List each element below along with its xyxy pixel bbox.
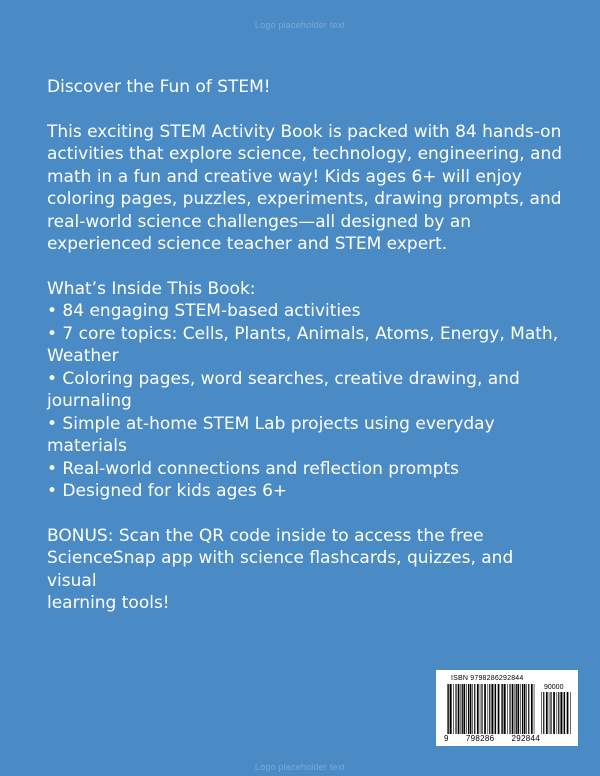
bonus-line-2: ScienceSnap app with science flashcards, quizzes, and visual [47,548,514,591]
barcode-stripe [502,684,503,734]
barcode-stripe [560,692,562,734]
barcode-stripe [546,692,548,734]
barcode-stripe [447,684,448,734]
intro-line-5: real-world science challenges—all designed by an [47,211,472,232]
barcode-stripe [480,684,481,734]
barcode-stripe [453,684,454,734]
inside-line-3: Weather [47,346,119,366]
barcode-stripe [474,684,475,734]
watermark-top: Logo placeholder text [254,20,346,30]
barcode-addon-number: 90000 [544,684,564,691]
barcode-stripe [564,692,565,734]
barcode-stripe [567,692,569,734]
back-cover-text [47,76,567,615]
inside-line-9: • Designed for kids ages 6+ [47,481,288,501]
intro-line-2: activities that explore science, technology, engineering, and [47,144,563,164]
barcode-stripe [495,684,496,734]
barcode-stripe [466,684,467,734]
barcode-stripe [517,684,519,734]
barcode-stripe [557,692,558,734]
barcode-stripe [461,684,462,734]
barcode-stripe [498,684,500,734]
intro-line-4: coloring pages, puzzles, experiments, drawing prompts, and [47,189,562,209]
barcode-stripe [468,684,469,734]
barcode-stripe [491,684,493,734]
barcode-stripe [470,684,472,734]
barcode-stripe [494,684,495,734]
barcode-digits [444,734,540,743]
inside-line-6: • Simple at-home STEM Lab projects using everyday [47,413,495,434]
barcode-stripe [509,684,510,734]
isbn-label: ISBN 9798286292844 [451,675,524,682]
watermark-bottom: Logo placeholder text [254,762,346,772]
barcode-stripe [484,684,486,734]
barcode-stripe [563,692,564,734]
barcode-stripe [534,684,535,734]
barcode-stripe [472,684,473,734]
barcode-stripe [448,684,449,734]
barcode-stripe [501,684,502,734]
inside-line-8: • Real-world connections and reflection prompts [47,458,459,479]
barcode-stripe [515,684,516,734]
barcode-stripe [477,684,479,734]
barcode-stripe [488,684,489,734]
barcode-stripe [558,692,559,734]
barcode-digit-prefix: 9 [444,734,449,743]
inside-line-5: journaling [47,391,132,411]
barcode-stripe [543,692,544,734]
barcode-stripe [462,684,463,734]
barcode-stripe [504,684,506,734]
barcode-stripe [455,684,456,734]
barcode-stripe [516,684,517,734]
barcode-stripe [570,692,571,734]
barcode-stripe [541,692,542,734]
barcode-bars [446,684,536,734]
barcode-stripe [520,684,521,734]
heading: Discover the Fun of STEM! [47,77,271,97]
inside-line-1: • 84 engaging STEM-based activities [47,301,361,321]
intro-line-1: This exciting STEM Activity Book is packed with 84 hands-on [47,121,562,142]
isbn-barcode [436,670,578,746]
barcode-addon-bars [540,692,572,734]
barcode-stripe [528,684,529,734]
barcode-stripe [458,684,460,734]
barcode-stripe [524,684,526,734]
barcode-stripe [450,684,452,734]
barcode-stripe [512,684,514,734]
barcode-stripe [526,684,527,734]
barcode-digit-group-2: 292844 [511,734,540,743]
barcode-digit-group-1: 798286 [465,734,495,743]
inside-line-4: • Coloring pages, word searches, creative drawing, and [47,368,520,389]
barcode-stripe [549,692,550,734]
barcode-stripe [550,692,551,734]
barcode-stripe [553,692,555,734]
barcode-stripe [522,684,523,734]
inside-line-2: • 7 core topics: Cells, Plants, Animals, Atoms, Energy, Math, [47,323,559,344]
barcode-stripe [481,684,482,734]
barcode-stripe [463,684,465,734]
barcode-stripe [507,684,508,734]
intro-line-6: experienced science teacher and STEM expert. [47,234,448,254]
barcode-stripe [489,684,490,734]
barcode-stripe [531,684,533,734]
bonus-line-1: BONUS: Scan the QR code inside to access the free [47,525,484,546]
bonus-line-3: learning tools! [47,593,170,613]
intro-line-3: math in a fun and creative way! Kids ages 6+ will enjoy [47,166,522,187]
inside-line-7: materials [47,436,127,456]
inside-heading: What’s Inside This Book: [47,278,256,299]
